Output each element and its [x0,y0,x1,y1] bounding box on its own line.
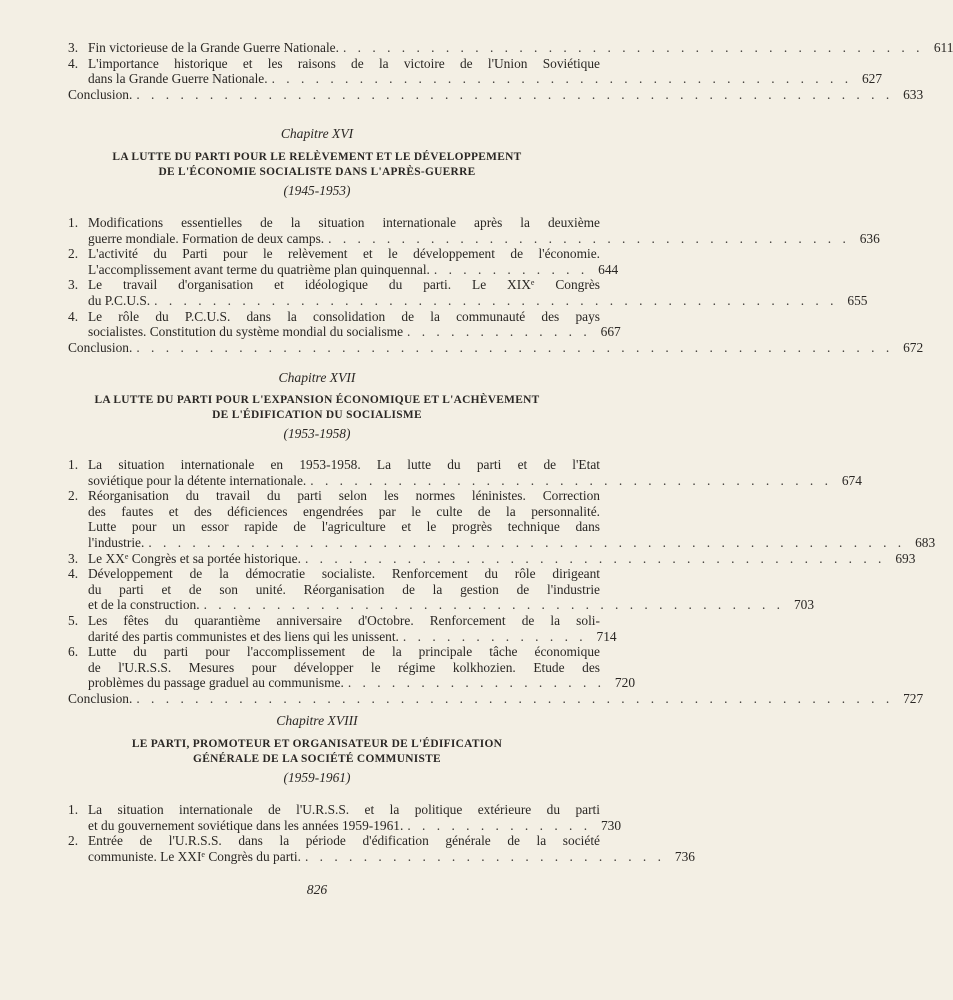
dot-leader: . . . . . . . . . . . . . [407,817,592,833]
toc-entry [68,612,617,644]
entry-text: socialistes. Constitution du système mondial du socialisme [88,324,404,340]
page-number: 627 [861,71,883,87]
page-number: 644 [598,261,619,277]
page-number: 703 [793,597,815,613]
chapter-title [0,150,634,180]
entry-text: soviétique pour la détente internationale. [88,472,307,488]
page-number: 667 [600,324,621,340]
chapter-16 [0,126,924,355]
page-number: 683 [915,534,936,550]
page-number: 655 [847,292,868,308]
chapter-label: Chapitre XVIII [276,713,358,728]
chapter-title-line: GÉNÉRALE DE LA SOCIÉTÉ COMMUNISTE [193,753,441,765]
dot-leader: . . . . . . . . . . . . . . . . . . . . . . . . . . . . . . . . . . . . [328,230,850,246]
entry-text: Fin victorieuse de la Grande Guerre Nationale. [88,40,339,55]
entry-text: Développement de la démocratie socialiste. Renforcement du rôle dirigeant [88,566,600,582]
toc-entry [68,246,619,277]
chapter-dates: (1953-1958) [283,426,351,441]
entry-number: 6. [68,644,79,660]
chapter-label: Chapitre XVI [280,126,354,141]
chapter-title-line: DE L'ÉCONOMIE SOCIALISTE DANS L'APRÈS-GUERRE [158,166,476,178]
entry-number: 4. [68,308,79,324]
dot-leader: . . . . . . . . . . . . . . . . . . . . . . . . . [304,848,665,864]
toc-entry [68,55,883,87]
chapter-title-line: LA LUTTE DU PARTI POUR L'EXPANSION ÉCONOMIQUE ET L'ACHÈVEMENT [94,394,540,406]
toc-entry [68,40,953,56]
toc-entry-conclusion [68,339,924,356]
entry-text: dans la Grande Guerre Nationale. [88,71,268,87]
dot-leader: . . . . . . . . . . . . . . . . . . . . . . . . . . . . . . . . . . . . . . . . [304,550,886,566]
chapter-17 [0,370,936,707]
folio-number: 826 [306,882,328,897]
entry-text: Le travail d'organisation et idéologique du parti. Le XIXe Congrès [88,277,600,293]
page-number: 633 [903,86,924,102]
dot-leader: . . . . . . . . . . . . . . . . . . . . . . . . . . . . . . . . . . . . . . . . . . . . . . . . . . . . [136,690,894,706]
page-number: 736 [674,848,695,864]
entry-text: darité des partis communistes et des liens qui les unissent. [88,628,399,644]
entry-number: 3. [68,277,79,293]
entry-text: Modifications essentielles de la situation internationale après la deuxième [88,215,600,230]
entry-text: Lutte du parti pour l'accomplissement de la principale tâche économique [88,644,600,660]
chapter-dates: (1959-1961) [283,770,351,785]
chapter-dates: (1945-1953) [283,183,351,198]
chapter-18 [0,713,695,864]
entry-text: problèmes du passage graduel au communisme. [88,675,344,691]
entry-text: guerre mondiale. Formation de deux camps. [88,230,325,246]
dot-leader: . . . . . . . . . . . . . . . . . . . . . . . . . . . . . . . . . . . . . . . . . . . . . . . . . . . . [148,534,906,550]
dot-leader: . . . . . . . . . . . . . . . . . . . . . . . . . . . . . . . . . . . . . . . . [203,597,785,613]
entry-text: de l'U.R.S.S. Mesures pour développer le régime kolkhozien. Etude des [88,659,600,675]
entry-text: et de la construction. [88,597,200,613]
dot-leader: . . . . . . . . . . . . . . . . . . . . . . . . . . . . . . . . . . . . . . . . [271,71,853,87]
entry-number: 2. [68,488,79,504]
toc-entry [68,802,622,833]
entry-text: L'accomplissement avant terme du quatrième plan quinquennal. [88,261,430,277]
previous-chapter-end [0,40,953,102]
entry-text: communiste. Le XXIe Congrès du parti. [88,848,301,864]
toc-entry [68,215,880,246]
entry-text: Réorganisation du travail du parti selon les normes léninistes. Correction [88,488,600,504]
entry-text: du P.C.U.S. [88,292,151,308]
entry-text: Conclusion. [68,339,133,355]
chapter-title [0,737,634,767]
chapter-title [0,393,634,423]
entry-text: l'industrie. [88,534,145,550]
page-number: 674 [841,472,862,488]
entry-text: L'activité du Parti pour le relèvement et le développement de l'économie. [88,246,600,262]
toc-entry [68,277,868,308]
entry-text: La situation internationale en 1953-1958. La lutte du parti et de l'Etat [88,457,600,472]
entry-number: 3. [68,550,79,566]
entry-number: 1. [68,215,79,230]
entry-text: Entrée de l'U.R.S.S. dans la période d'édification générale de la société [88,833,600,849]
page-number: 727 [903,690,924,706]
dot-leader: . . . . . . . . . . . . . . . . . . . . . . . . . . . . . . . . . . . . . . . . . . . . . . . . . . . . [136,339,894,355]
dot-leader: . . . . . . . . . . . . . . . . . . . . . . . . . . . . . . . . . . . . . . . . [342,40,924,55]
entry-text: Conclusion. [68,690,133,706]
toc-entry [68,488,936,550]
entry-text: des fautes et des déficiences engendrées par le culte de la personnalité. [88,503,600,519]
dot-leader: . . . . . . . . . . . . . . . . . . [347,675,606,691]
entry-number: 4. [68,566,79,582]
page-number: 693 [895,550,916,566]
chapter-label: Chapitre XVII [278,370,356,385]
dot-leader: . . . . . . . . . . . . . . . . . . . . . . . . . . . . . . . . . . . . . . . . . . . . . . . [154,292,838,308]
entry-number: 2. [68,833,79,849]
toc-entry [68,308,621,340]
entry-number: 3. [68,40,79,55]
toc-entry [68,457,862,488]
toc-entry-conclusion [68,690,924,707]
dot-leader: . . . . . . . . . . . . . [402,628,587,644]
entry-text: La situation internationale de l'U.R.S.S. et la politique extérieure du parti [88,802,600,817]
dot-leader: . . . . . . . . . . . . . . . . . . . . . . . . . . . . . . . . . . . . . . . . . . . . . . . . . . . . [136,86,894,102]
entry-text: Les fêtes du quarantième anniversaire d'Octobre. Renforcement de la soli- [88,612,600,628]
dot-leader: . . . . . . . . . . . . . . . . . . . . . . . . . . . . . . . . . . . . [310,472,832,488]
page-number: 636 [859,230,880,246]
entry-text: Le XXe Congrès et sa portée historique. [88,550,301,566]
entry-text: Le rôle du P.C.U.S. dans la consolidation de la communauté des pays [88,308,600,324]
toc-entry-conclusion [68,86,924,103]
dot-leader: . . . . . . . . . . . . . [407,324,591,340]
entry-text: du parti et de son unité. Réorganisation de la gestion de l'industrie [88,581,600,597]
toc-entry [68,833,695,864]
dot-leader: . . . . . . . . . . . [433,261,589,277]
chapter-title-line: LA LUTTE DU PARTI POUR LE RELÈVEMENT ET LE DÉVELOPPEMENT [112,151,522,163]
page-number: 611 [933,40,953,55]
entry-text: et du gouvernement soviétique dans les années 1959-1961. [88,817,404,833]
page-number: 672 [903,339,924,355]
page-number: 730 [600,817,622,833]
chapter-title-line: LE PARTI, PROMOTEUR ET ORGANISATEUR DE L'ÉDIFICATION [131,738,503,750]
entry-text: Lutte pour un essor rapide de l'agriculture et le progrès technique dans [88,519,600,535]
entry-text: L'importance historique et les raisons de la victoire de l'Union Soviétique [88,55,600,71]
entry-number: 2. [68,246,79,262]
toc-entry [68,550,916,567]
toc-entry [68,644,636,691]
page-number: 720 [614,675,636,691]
entry-number: 1. [68,802,79,817]
entry-number: 5. [68,612,79,628]
entry-text: Conclusion. [68,86,133,102]
entry-number: 1. [68,457,79,472]
toc-entry [68,566,815,613]
chapter-title-line: DE L'ÉDIFICATION DU SOCIALISME [212,409,422,421]
entry-number: 4. [68,55,79,71]
page-number: 714 [596,628,617,644]
page-folio [0,882,634,898]
